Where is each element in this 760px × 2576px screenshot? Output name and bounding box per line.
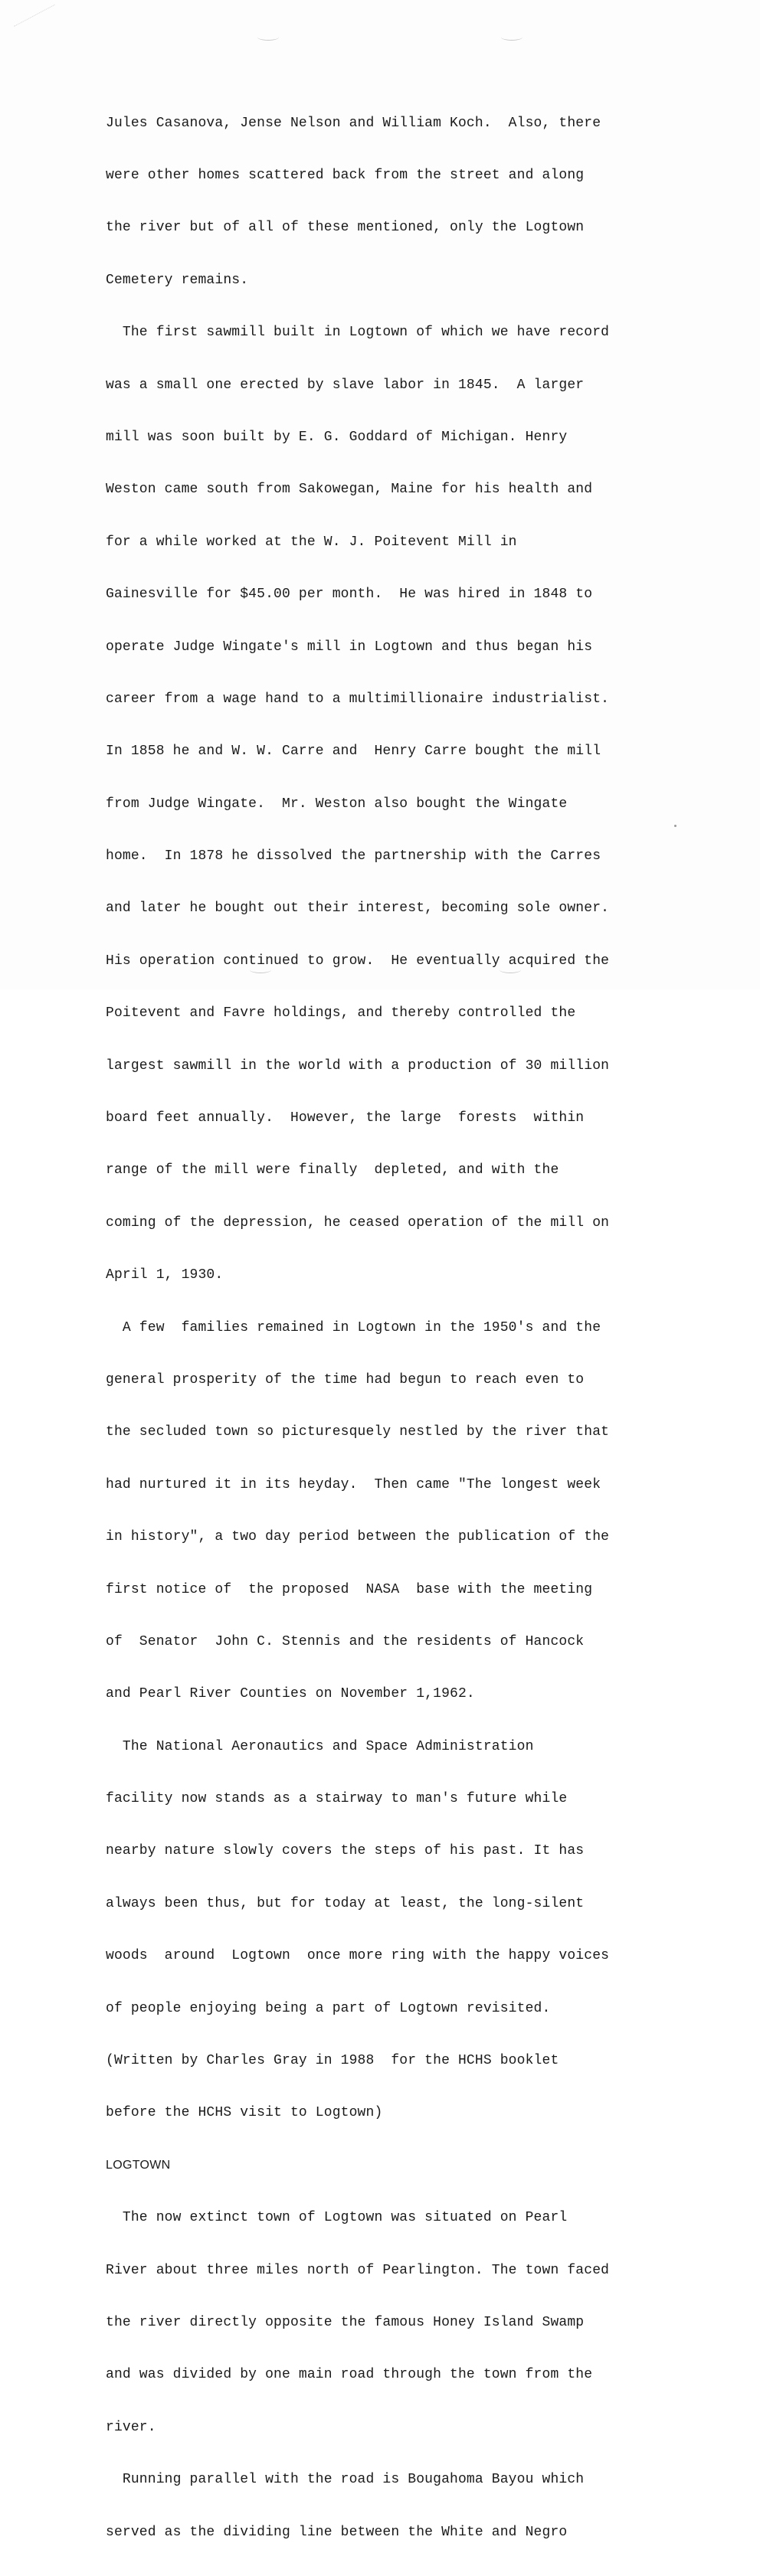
text-line: before the HCHS visit to Logtown) <box>106 2105 383 2121</box>
text-line: Cemetery remains. <box>106 272 249 288</box>
text-line: operate Judge Wingate's mill in Logtown and thus began his <box>106 639 593 655</box>
text-line: served as the dividing line between the White and Negro <box>106 2524 568 2540</box>
text-line: were other homes scattered back from the street and along <box>106 167 585 183</box>
text-line: In 1858 he and W. W. Carre and Henry Carre bought the mill <box>106 744 601 760</box>
text-line: woods around Logtown once more ring with the happy voices <box>106 1948 610 1964</box>
text-line: Running parallel with the road is Bougahoma Bayou which <box>106 2472 585 2488</box>
text-line: board feet annually. However, the large forests within <box>106 1110 585 1126</box>
text-line: the secluded town so picturesquely nestled by the river that <box>106 1424 610 1440</box>
document-text <box>106 80 688 2576</box>
text-line: had nurtured it in its heyday. Then came "The longest week <box>106 1476 601 1492</box>
text-line: April 1, 1930. <box>106 1267 224 1283</box>
text-line: range of the mill were finally depleted, and with the <box>106 1162 559 1178</box>
text-line: in history", a two day period between the publication of the <box>106 1529 610 1545</box>
text-line: Jules Casanova, Jense Nelson and William Koch. Also, there <box>106 115 601 131</box>
text-line: Gainesville for $45.00 per month. He was hired in 1848 to <box>106 587 593 603</box>
text-line: was a small one erected by slave labor in 1845. A larger <box>106 377 585 393</box>
text-line: river. <box>106 2419 156 2435</box>
punch-mark-top-right <box>501 34 522 41</box>
text-line: Poitevent and Favre holdings, and thereby controlled the <box>106 1005 576 1022</box>
text-line: general prosperity of the time had begun to reach even to <box>106 1371 585 1388</box>
text-line: The first sawmill built in Logtown of which we have record <box>106 325 610 341</box>
punch-mark-top-left <box>257 34 279 41</box>
text-line: coming of the depression, he ceased operation of the mill on <box>106 1214 610 1231</box>
text-line: home. In 1878 he dissolved the partnership with the Carres <box>106 848 601 865</box>
text-line: (Written by Charles Gray in 1988 for the HCHS booklet <box>106 2053 559 2069</box>
text-line: from Judge Wingate. Mr. Weston also bought the Wingate <box>106 796 568 812</box>
text-line: the river directly opposite the famous Honey Island Swamp <box>106 2315 585 2330</box>
text-line: first notice of the proposed NASA base with the meeting <box>106 1581 593 1597</box>
text-line: mill was soon built by E. G. Goddard of Michigan. Henry <box>106 429 568 445</box>
scan-artifact <box>14 5 66 47</box>
text-line: of Senator John C. Stennis and the residents of Hancock <box>106 1633 585 1649</box>
text-line: and later he bought out their interest, becoming sole owner. <box>106 901 610 917</box>
text-line: largest sawmill in the world with a production of 30 million <box>106 1058 610 1074</box>
text-line: The National Aeronautics and Space Administration <box>106 1738 534 1754</box>
text-line: of people enjoying being a part of Logtown revisited. <box>106 2000 551 2016</box>
text-line: The now extinct town of Logtown was situated on Pearl <box>106 2210 568 2226</box>
text-line: facility now stands as a stairway to man's future while <box>106 1791 568 1807</box>
text-line: and Pearl River Counties on November 1,1962. <box>106 1686 475 1702</box>
text-line: nearby nature slowly covers the steps of his past. It has <box>106 1843 585 1859</box>
text-line: for a while worked at the W. J. Poitevent Mill in <box>106 534 517 550</box>
text-line: A few families remained in Logtown in the 1950's and the <box>106 1319 601 1335</box>
text-line: River about three miles north of Pearlington. The town faced <box>106 2262 610 2278</box>
text-line: career from a wage hand to a multimillionaire industrialist. <box>106 691 610 707</box>
text-line: Weston came south from Sakowegan, Maine for his health and <box>106 482 593 498</box>
text-line: the river but of all of these mentioned, only the Logtown <box>106 220 585 236</box>
text-line: and was divided by one main road through the town from the <box>106 2367 593 2383</box>
text-line: always been thus, but for today at least, the long-silent <box>106 1895 585 1911</box>
text-line: His operation continued to grow. He eventually acquired the <box>106 953 610 969</box>
section-heading: LOGTOWN <box>106 2158 171 2172</box>
